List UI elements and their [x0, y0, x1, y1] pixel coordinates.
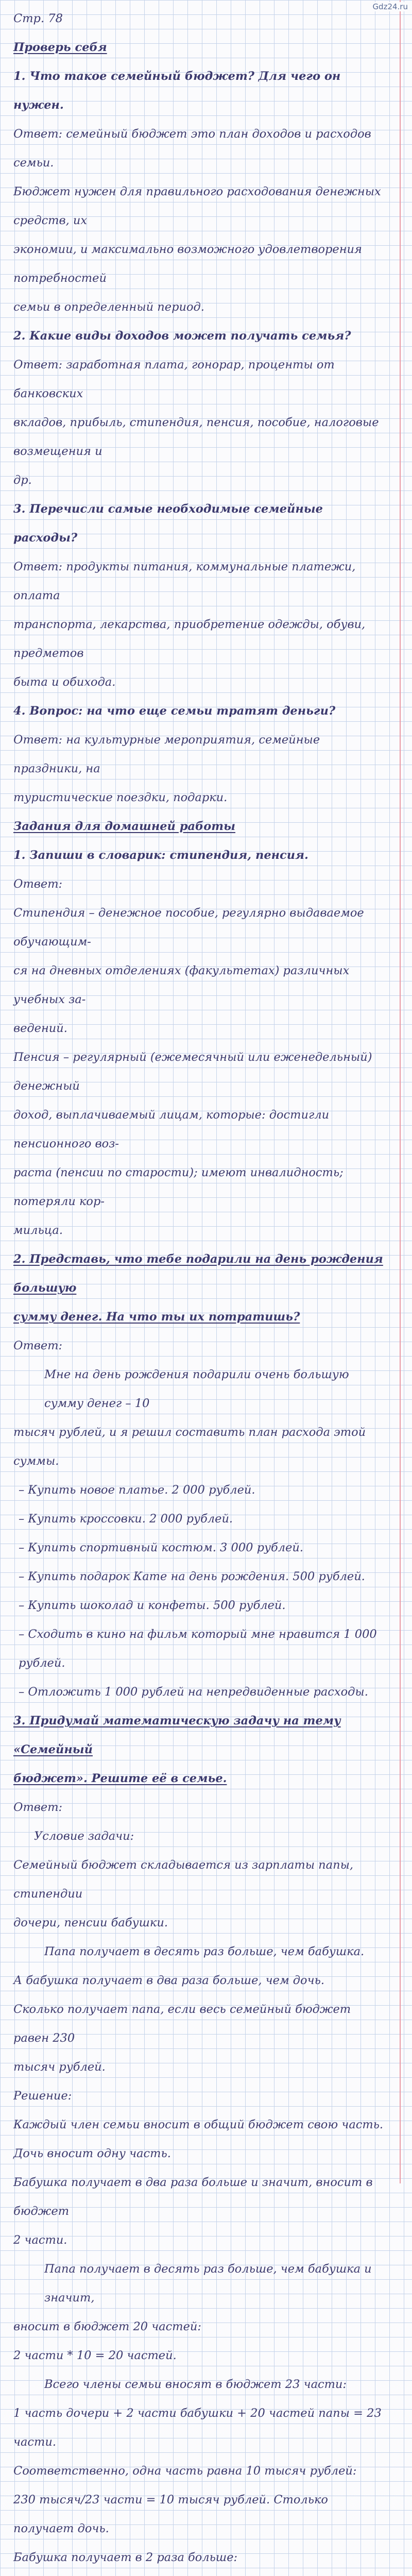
text-line: Стипендия – денежное пособие, регулярно выдаваемое обучающим-: [13, 906, 364, 948]
answer-line: Ответ: продукты питания, коммунальные платежи, оплата: [13, 560, 356, 602]
list-item: – Купить новое платье. 2 000 рублей.: [19, 1483, 255, 1497]
text-line: тысяч рублей.: [13, 2060, 106, 2074]
watermark-logo: Gdz24.ru: [372, 2, 408, 11]
task-2-title-line-1: 2. Представь, что тебе подарили на день рождения большую: [13, 1252, 383, 1295]
section-home-heading: Задания для домашней работы: [13, 820, 235, 833]
answer-label: Ответ:: [13, 1801, 63, 1814]
page-number: Стр. 78: [13, 12, 63, 25]
task-1-title: 1. Запиши в словарик: стипендия, пенсия.: [13, 849, 308, 862]
answer-line: быта и обихода.: [13, 675, 116, 689]
text-line: доход, выплачиваемый лицам, которые: достигли пенсионного воз-: [13, 1108, 330, 1150]
text-line: Каждый член семьи вносит в общий бюджет свою часть.: [13, 2118, 384, 2131]
notebook-page: [13, 4, 389, 2576]
text-line: раста (пенсии по старости); имеют инвалидность; потеряли кор-: [13, 1166, 344, 1208]
answer-line: транспорта, лекарства, приобретение одежды, обуви, предметов: [13, 618, 366, 660]
question-4-title: 4. Вопрос: на что еще семьи тратят деньги?: [13, 704, 336, 718]
text-line: Папа получает в десять раз больше, чем бабушка и значит,: [44, 2262, 372, 2304]
text-line: тысяч рублей, и я решил составить план расхода этой суммы.: [13, 1426, 366, 1468]
text-line: ведений.: [13, 1022, 67, 1035]
math-line: 1 часть дочери + 2 части бабушки + 20 частей папы = 23: [13, 2406, 382, 2420]
text-line: Папа получает в десять раз больше, чем бабушка.: [44, 1945, 365, 1958]
question-3-title: 3. Перечисли самые необходимые семейные расходы?: [13, 502, 323, 545]
text-line: А бабушка получает в два раза больше, чем дочь.: [13, 1974, 325, 1987]
question-1-title: 1. Что такое семейный бюджет? Для чего он нужен.: [13, 70, 341, 112]
text-line: части.: [13, 2435, 56, 2449]
math-line: 230 тысяч/23 части = 10 тысяч рублей. Столько получает дочь.: [13, 2493, 328, 2535]
text-line: ся на дневных отделениях (факультетах) различных учебных за-: [13, 964, 350, 1006]
text-line: Соответственно, одна часть равна 10 тысяч рублей:: [13, 2464, 357, 2478]
condition-label: Условие задачи:: [34, 1829, 134, 1843]
text-line: дочери, пенсии бабушки.: [13, 1916, 168, 1929]
answer-line: Бюджет нужен для правильного расходования денежных средств, их: [13, 185, 381, 227]
answer-line: др.: [13, 473, 32, 487]
list-item: – Отложить 1 000 рублей на непредвиденные расходы.: [19, 1685, 368, 1699]
list-item: – Купить подарок Кате на день рождения. 500 рублей.: [19, 1570, 365, 1583]
answer-line: вкладов, прибыль, стипендия, пенсия, пособие, налоговые возмещения и: [13, 416, 379, 458]
answer-line: Ответ: заработная плата, гонорар, проценты от банковских: [13, 358, 335, 400]
list-item: – Купить шоколад и конфеты. 500 рублей.: [19, 1599, 286, 1612]
question-2-title: 2. Какие виды доходов может получать семья?: [13, 329, 351, 343]
task-3-title-line-2: бюджет». Решите её в семье.: [13, 1772, 227, 1785]
text-line: Сколько получает папа, если весь семейный бюджет равен 230: [13, 2003, 351, 2045]
section-check-heading: Проверь себя: [13, 41, 107, 54]
list-item: – Купить спортивный костюм. 3 000 рублей.: [19, 1541, 304, 1554]
text-line: 2 части.: [13, 2233, 67, 2247]
text-line: Мне на день рождения подарили очень большую сумму денег – 10: [44, 1368, 349, 1410]
answer-line: туристические поездки, подарки.: [13, 791, 228, 804]
answer-label: Ответ:: [13, 1339, 63, 1352]
list-item: – Купить кроссовки. 2 000 рублей.: [19, 1512, 233, 1526]
task-3-title-line-1: 3. Придумай математическую задачу на тему «Семейный: [13, 1714, 341, 1756]
notebook-margin-line: [400, 0, 401, 2183]
answer-line: Ответ: семейный бюджет это план доходов и расходов семьи.: [13, 127, 371, 170]
text-line: Семейный бюджет складывается из зарплаты папы, стипендии: [13, 1858, 354, 1901]
answer-line: семьи в определенный период.: [13, 300, 204, 314]
text-line: Бабушка получает в два раза больше и значит, вносит в бюджет: [13, 2176, 373, 2218]
math-line: 2 части * 10 = 20 частей.: [13, 2349, 177, 2362]
list-item: – Сходить в кино на фильм который мне нравится 1 000 рублей.: [19, 1628, 377, 1670]
text-line: Бабушка получает в 2 раза больше:: [13, 2551, 238, 2564]
text-line: Дочь вносит одну часть.: [13, 2147, 171, 2160]
text-line: Всего члены семьи вносят в бюджет 23 части:: [44, 2378, 347, 2391]
answer-line: экономии, и максимально возможного удовлетворения потребностей: [13, 243, 362, 285]
text-line: мильца.: [13, 1224, 63, 1237]
math-line: [13, 2572, 389, 2576]
solution-label: Решение:: [13, 2089, 72, 2103]
task-2-title-line-2: сумму денег. На что ты их потратишь?: [13, 1310, 300, 1324]
text-line: вносит в бюджет 20 частей:: [13, 2320, 201, 2333]
answer-label: Ответ:: [13, 877, 63, 891]
text-line: Пенсия – регулярный (ежемесячный или еженедельный) денежный: [13, 1050, 372, 1093]
answer-line: Ответ: на культурные мероприятия, семейные праздники, на: [13, 733, 320, 775]
